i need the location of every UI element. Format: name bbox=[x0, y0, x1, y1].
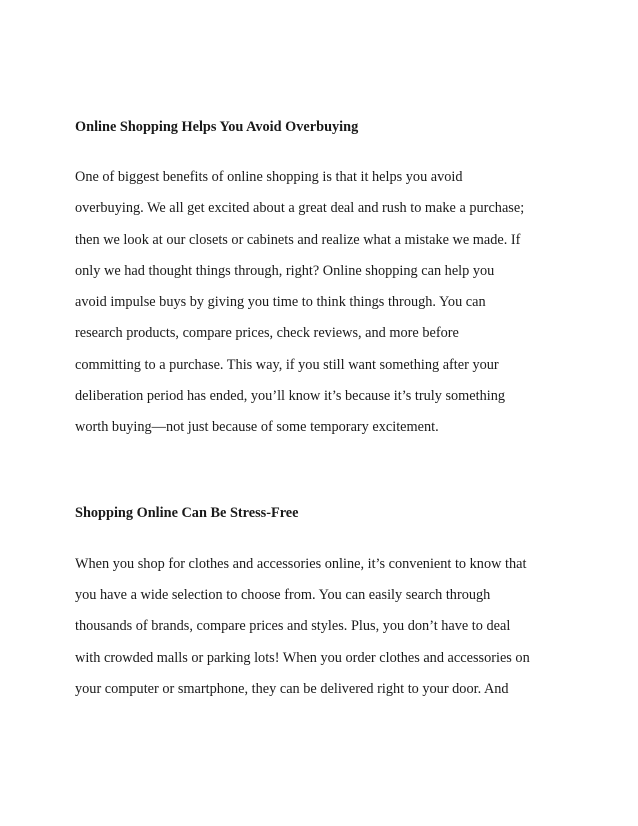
paragraph-line: worth buying—not just because of some temporary excitement. bbox=[75, 419, 439, 436]
paragraph-line: you have a wide selection to choose from. You can easily search through bbox=[75, 586, 491, 603]
paragraph-line: only we had thought things through, right? Online shopping can help you bbox=[75, 262, 495, 279]
paragraph-line: research products, compare prices, check reviews, and more before bbox=[75, 325, 459, 342]
section-heading: Online Shopping Helps You Avoid Overbuying bbox=[75, 119, 359, 135]
paragraph-line: One of biggest benefits of online shopping is that it helps you avoid bbox=[75, 169, 463, 185]
paragraph-line: committing to a purchase. This way, if you still want something after your bbox=[75, 356, 499, 373]
document-content bbox=[75, 116, 575, 705]
paragraph-line: then we look at our closets or cabinets and realize what a mistake we made. If bbox=[75, 231, 521, 248]
paragraph-line: When you shop for clothes and accessories online, it’s convenient to know that bbox=[75, 555, 527, 572]
section-stress-free bbox=[75, 502, 575, 705]
section-paragraph bbox=[75, 549, 575, 705]
paragraph-line: thousands of brands, compare prices and styles. Plus, you don’t have to deal bbox=[75, 618, 511, 635]
section-avoid-overbuying bbox=[75, 116, 575, 444]
section-paragraph bbox=[75, 162, 575, 444]
paragraph-line: with crowded malls or parking lots! When you order clothes and accessories on bbox=[75, 649, 530, 666]
paragraph-line: avoid impulse buys by giving you time to think things through. You can bbox=[75, 294, 486, 311]
section-heading: Shopping Online Can Be Stress-Free bbox=[75, 504, 299, 521]
paragraph-line: your computer or smartphone, they can be delivered right to your door. And bbox=[75, 680, 509, 697]
paragraph-line: deliberation period has ended, you’ll know it’s because it’s truly something bbox=[75, 388, 506, 405]
paragraph-line: overbuying. We all get excited about a great deal and rush to make a purchase; bbox=[75, 200, 525, 217]
